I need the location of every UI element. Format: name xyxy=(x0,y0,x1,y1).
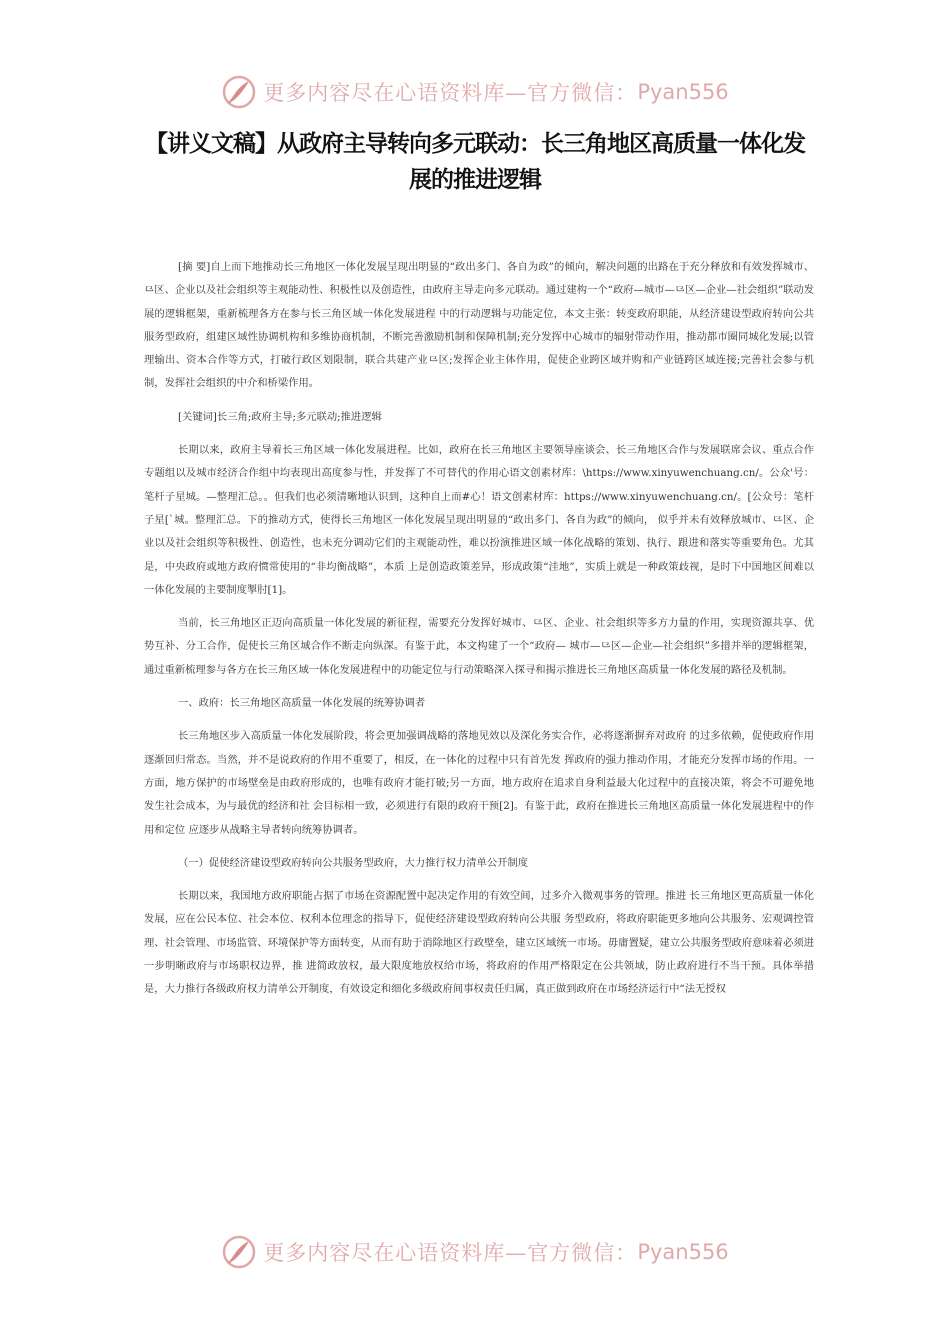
header-banner xyxy=(0,72,950,112)
banner-text: 更多内容尽在心语资料库—官方微信： xyxy=(263,81,638,105)
banner-wechat-id: Pyan556 xyxy=(637,1240,729,1264)
subsection-heading: （一）促使经济建设型政府转向公共服务型政府，大力推行权力清单公开制度 xyxy=(178,856,529,869)
body-paragraph: 长期以来，政府主导着长三角区域一体化发展进程。比如，政府在长三角地区主要领导座谈会、长三角地区合作与发展联席会议、重点合作专题组以及城市经济合作组中均表现出高度参与性，并发挥了不可替代的作用心语文创素材库：\https://www.xinyuwenchuang.cn/。公众'号：笔杆子星城。—整理汇总。。但我们也必须清晰地认识到，这种自上而#心！语文创素材库：https://www.xinyuwenchuang.cn/。[公众号：笔杆子星[`城。整理汇总。下的推动方式，使得长三角地区一体化发展呈现出明显的“政出多门、各自为政”的倾向， 似乎并未有效释放城市、⺋区、企业以及社会组织等积极性、创造性，也未充分调动它们的主观能动性，难以扮演推进区域一体化战略的策划、执行、跟进和落实等重要角色。尤其是，中央政府或地方政府惯常使用的“非均衡战略”，本质 上是创造政策差异，形成政策“洼地”，实质上就是一种政策歧视，是时下中国地区间难以一体化发展的主要制度掣肘[1]。 xyxy=(144,444,814,596)
feather-logo-icon xyxy=(221,1234,257,1270)
banner-wechat-id: Pyan556 xyxy=(637,80,729,104)
document-body xyxy=(144,256,814,1012)
footer-banner xyxy=(0,1232,950,1272)
banner-text: 更多内容尽在心语资料库—官方微信： xyxy=(263,1241,638,1265)
keywords-paragraph: [关键词]长三角;政府主导;多元联动;推进逻辑 xyxy=(178,410,382,423)
section-heading: 一、政府：长三角地区高质量一体化发展的统筹协调者 xyxy=(178,697,426,710)
body-paragraph: 当前，长三角地区正迈向高质量一体化发展的新征程，需要充分发挥好城市、⺋区、企业、社会组织等多方力量的作用，实现资源共享、优势互补、分工合作，促使长三角区域合作不断走向纵深。有鉴于此，本文构建了一个“政府— 城市—⺋区—企业—社会组织”多措并举的逻辑框架，通过重新梳理参与各方在长三角区域一体化发展进程中的功能定位与行动策略深入探寻和揭示推进长三角地区高质量一体化发展的路径及机制。 xyxy=(144,617,814,676)
feather-logo-icon xyxy=(221,74,257,110)
abstract-paragraph: [摘 要]自上而下地推动长三角地区一体化发展呈现出明显的“政出多门、各自为政”的倾向，解决问题的出路在于充分释放和有效发挥城市、⺋区、企业以及社会组织等主观能动性、积极性以及创造性，由政府主导走向多元联动。通过建构一个“政府—城市—⺋区—企业—社会组织”联动发展的逻辑框架，重新梳理各方在参与长三角区域一体化发展进程 中的行动逻辑与功能定位，本文主张：转变政府职能，从经济建设型政府转向公共服务型政府，组建区域性协调机构和多维协商机制，不断完善激励机制和保障机制;充分发挥中心城市的辐射带动作用，推动都市圈同城化发展;以管理输出、资本合作等方式，打破行政区划限制，联合共建产业⺋区;发挥企业主体作用，促使企业跨区域并购和产业链跨区域连接;完善社会参与机制，发挥社会组织的中介和桥梁作用。 xyxy=(144,261,814,390)
document-title: 【讲义文稿】从政府主导转向多元联动：长三角地区高质量一体化发展的推进逻辑 xyxy=(145,131,805,193)
body-paragraph: 长三角地区步入高质量一体化发展阶段，将会更加强调战略的落地见效以及深化务实合作，必将逐渐摒弃对政府 的过多依赖，促使政府作用逐渐回归常态。当然，并不是说政府的作用不重要了，相反，在一体化的过程中只有首先发 挥政府的强力推动作用，才能充分发挥市场的作用。一方面，地方保护的市场壁垒是由政府形成的，也唯有政府才能打破;另一方面，地方政府在追求自身利益最大化过程中的直接决策，将会不可避免地发生社会成本，为与最优的经济和社 会目标相一致，必须进行有限的政府干预[2]。有鉴于此，政府在推进长三角地区高质量一体化发展进程中的作用和定位 应逐步从战略主导者转向统筹协调者。 xyxy=(144,730,814,836)
body-paragraph: 长期以来，我国地方政府职能占据了市场在资源配置中起决定作用的有效空间，过多介入微观事务的管理。推进 长三角地区更高质量一体化发展，应在公民本位、社会本位、权利本位理念的指导下，促使经济建设型政府转向公共服 务型政府，将政府职能更多地向公共服务、宏观调控管理、社会管理、市场监管、环境保护等方面转变，从而有助于消除地区行政壁垒，建立区域统一市场。毋庸置疑，建立公共服务型政府意味着必须进一步明晰政府与市场职权边界，推 进简政放权，最大限度地放权给市场，将政府的作用严格限定在公共领域，防止政府进行不当干预。具体举措是，大力推行各级政府权力清单公开制度，有效设定和细化多级政府间事权责任归属，真正做到政府在市场经济运行中“法无授权 xyxy=(144,890,814,996)
